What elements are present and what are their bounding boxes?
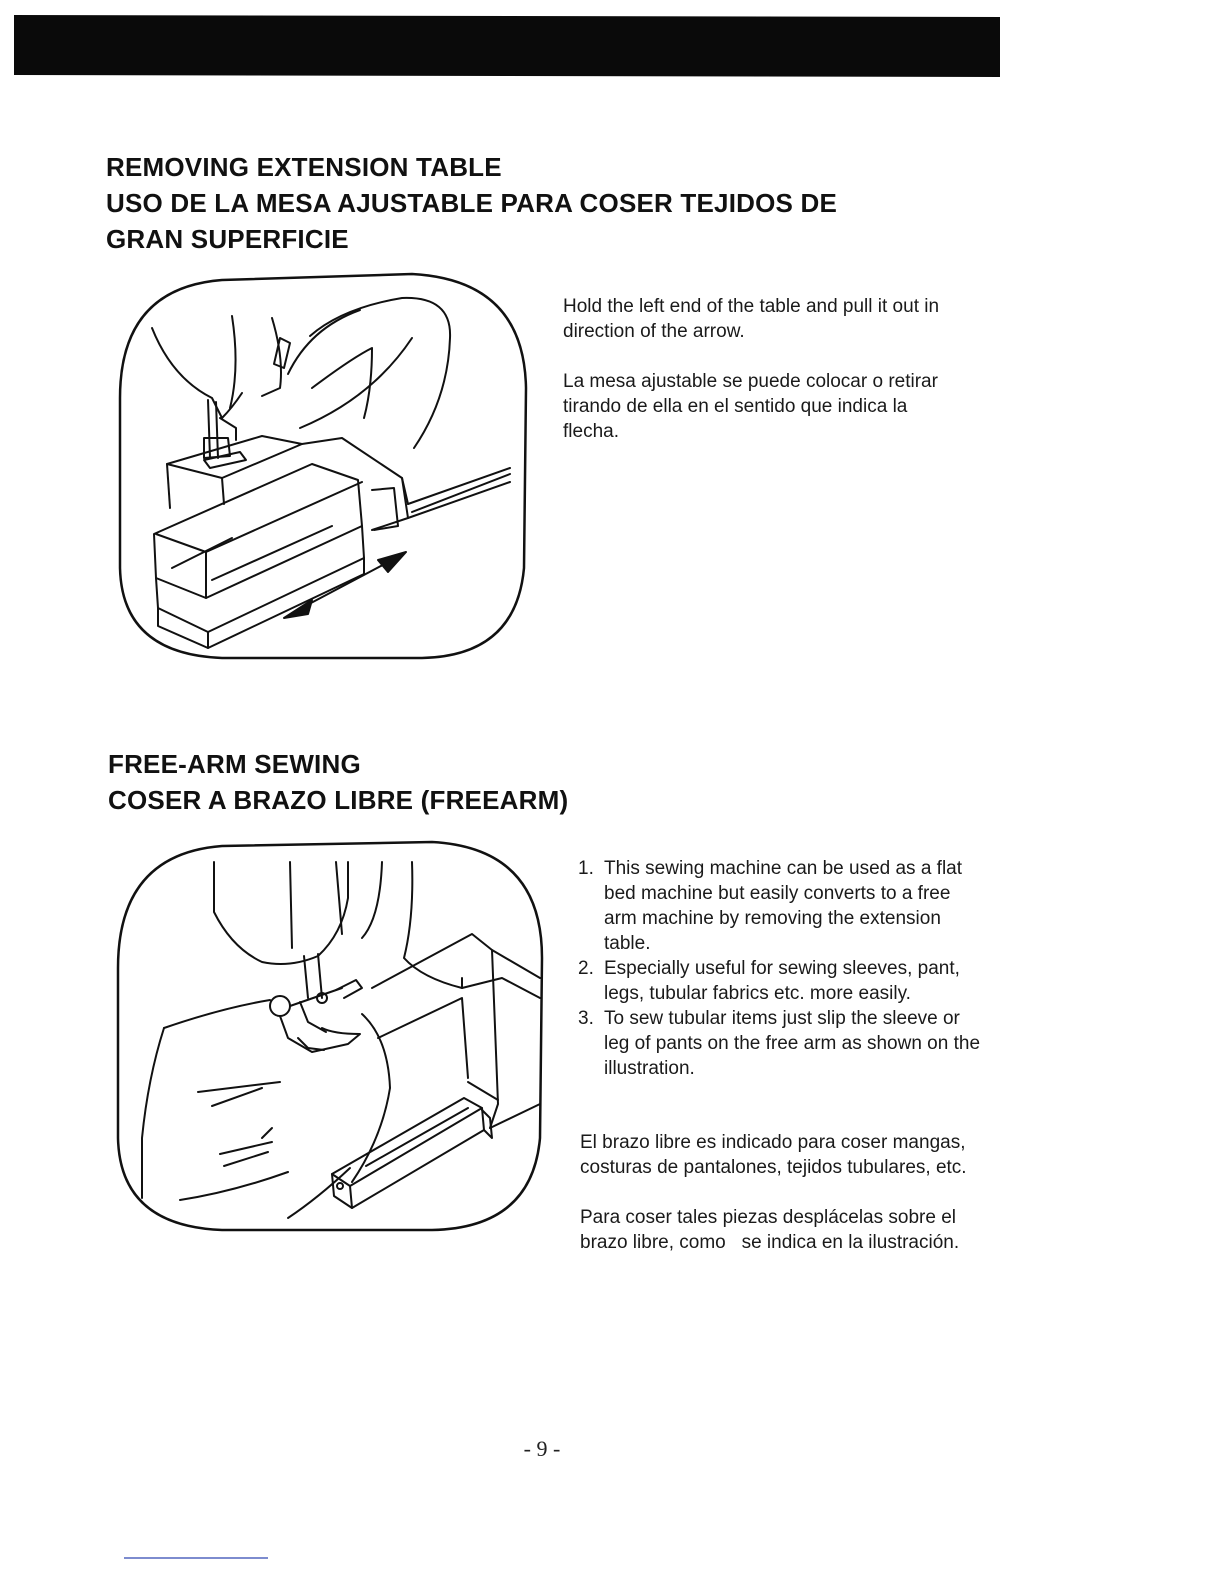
heading-line: FREE-ARM SEWING [108, 749, 361, 779]
step-number: 2. [578, 958, 594, 979]
free-arm-illustration [112, 838, 548, 1236]
step-number: 3. [578, 1008, 594, 1029]
list-item [578, 856, 988, 956]
heading-line: REMOVING EXTENSION TABLE [106, 152, 502, 182]
heading-line: COSER A BRAZO LIBRE (FREEARM) [108, 785, 569, 815]
heading-line: USO DE LA MESA AJUSTABLE PARA COSER TEJIDOS DE [106, 188, 838, 218]
step-text: To sew tubular items just slip the sleeve or leg of pants on the free arm as shown on the illustration. [604, 1008, 981, 1079]
heading-line: GRAN SUPERFICIE [106, 224, 349, 254]
free-arm-text-es-1: El brazo libre es indicado para coser mangas, costuras de pantalones, tejidos tubulares, etc. [580, 1132, 967, 1178]
extension-table-illustration [112, 268, 532, 664]
instruction-text-es: La mesa ajustable se puede colocar o retirar tirando de ella en el sentido que indica la flecha. [563, 371, 938, 442]
section-heading-free-arm [108, 746, 568, 818]
section-heading-extension-table [106, 149, 837, 257]
free-arm-steps-list [578, 856, 988, 1081]
free-arm-text-es-2: Para coser tales piezas desplácelas sobre el brazo libre, como se indica en la ilustración. [580, 1207, 962, 1253]
header-bar [14, 15, 1000, 77]
step-number: 1. [578, 858, 594, 879]
step-text: This sewing machine can be used as a flat bed machine but easily converts to a free arm machine by removing the extension table. [604, 858, 963, 954]
instruction-text-en: Hold the left end of the table and pull it out in direction of the arrow. [563, 296, 940, 342]
list-item [578, 1006, 988, 1081]
footer-rule [124, 1557, 268, 1559]
page-number: - 9 - [523, 1436, 561, 1461]
step-text: Especially useful for sewing sleeves, pant, legs, tubular fabrics etc. more easily. [604, 958, 960, 1004]
list-item [578, 956, 988, 1006]
